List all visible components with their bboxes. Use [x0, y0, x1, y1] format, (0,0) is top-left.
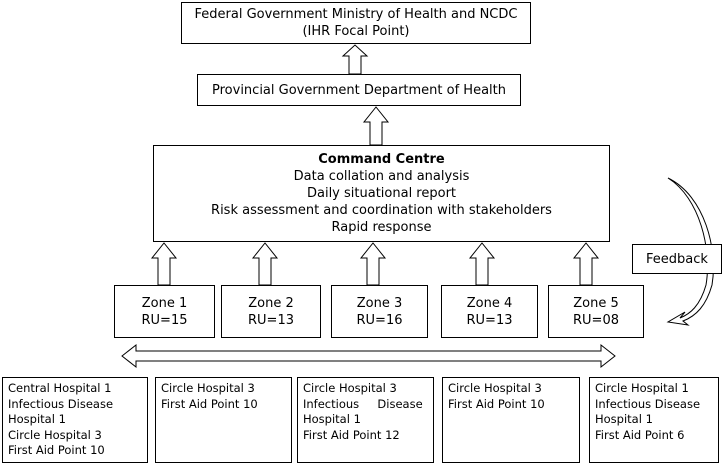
- command-centre-title: Command Centre: [318, 152, 445, 167]
- list-item: Circle Hospital 1: [595, 381, 689, 395]
- list-item: Central Hospital 1: [8, 381, 112, 395]
- zone-5-box: [548, 285, 644, 338]
- zone-name: Zone 5: [573, 295, 619, 311]
- zone-5-hospitals: [589, 377, 719, 463]
- command-line-1: Data collation and analysis: [293, 169, 470, 184]
- arrow-command-to-provincial: [364, 107, 388, 145]
- zone-3-box: [331, 285, 428, 338]
- list-item: First Aid Point 6: [595, 427, 685, 442]
- arrow-provincial-to-federal: [343, 45, 367, 74]
- arrow-zone3-to-command: [361, 243, 385, 285]
- command-line-3: Risk assessment and coordination with stakeholders: [211, 203, 552, 218]
- list-item: Circle Hospital 3: [8, 427, 102, 442]
- zone-4-hospitals: [442, 377, 580, 463]
- federal-line1: Federal Government Ministry of Health and NCDC: [194, 7, 518, 22]
- list-item: Circle Hospital 3: [303, 381, 397, 395]
- zone-4-box: [441, 285, 538, 338]
- command-line-2: Daily situational report: [306, 186, 457, 201]
- feedback-label: Feedback: [646, 251, 708, 267]
- command-centre-box: [153, 145, 610, 242]
- zone-ru: RU=13: [248, 312, 294, 328]
- zone-1-hospitals: [2, 377, 148, 463]
- list-item: Infectious Disease: [8, 396, 114, 411]
- zone-1-box: [114, 285, 215, 338]
- zone-2-box: [221, 285, 321, 338]
- list-item: Circle Hospital 3: [448, 381, 542, 395]
- zone-ru: RU=13: [466, 312, 513, 328]
- federal-ministry-box: [181, 2, 531, 44]
- zone-2-hospitals: [155, 377, 292, 463]
- zone-ru: RU=15: [141, 312, 188, 328]
- zone-name: Zone 2: [248, 295, 294, 311]
- list-item: Hospital 1: [595, 412, 653, 426]
- arrow-zone4-to-command: [470, 243, 494, 285]
- arrow-zone2-to-command: [253, 243, 277, 285]
- list-item: Infectious Disease: [303, 396, 423, 411]
- list-item: First Aid Point 10: [448, 396, 545, 411]
- zone-ru: RU=16: [356, 312, 403, 328]
- provincial-department-box: [197, 74, 521, 106]
- feedback-label-box: [632, 244, 722, 274]
- list-item: Infectious Disease: [595, 396, 701, 411]
- list-item: First Aid Point 10: [161, 396, 258, 411]
- zone-name: Zone 4: [466, 295, 513, 311]
- zone-3-hospitals: [297, 377, 434, 463]
- federal-line2: (IHR Focal Point): [302, 24, 410, 39]
- zone-ru: RU=08: [573, 312, 619, 328]
- list-item: Hospital 1: [303, 412, 361, 426]
- list-item: First Aid Point 10: [8, 443, 105, 457]
- command-line-4: Rapid response: [331, 220, 432, 235]
- arrow-zones-bidirectional: [122, 345, 615, 367]
- arrow-zone5-to-command: [574, 243, 598, 285]
- list-item: Circle Hospital 3: [161, 381, 255, 395]
- zone-name: Zone 1: [141, 295, 188, 311]
- list-item: First Aid Point 12: [303, 427, 400, 442]
- zone-name: Zone 3: [356, 295, 403, 311]
- provincial-label: Provincial Government Department of Health: [212, 82, 506, 98]
- arrow-zone1-to-command: [152, 243, 176, 285]
- list-item: Hospital 1: [8, 412, 66, 426]
